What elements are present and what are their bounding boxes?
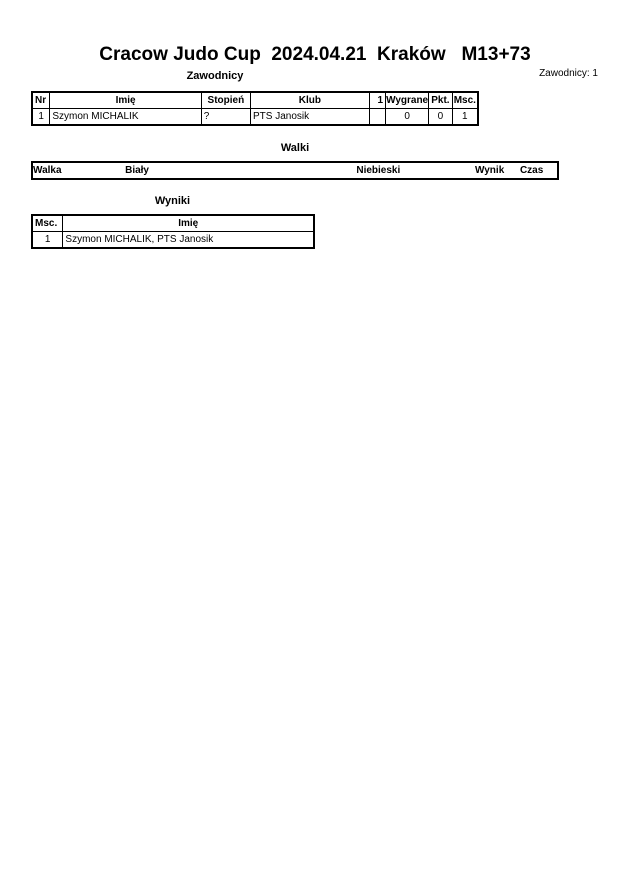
competitors-section-title: Zawodnicy: [186, 70, 244, 82]
fights-section-title: Walki: [280, 142, 310, 154]
competitor-round-1: [369, 109, 385, 126]
results-section-title: Wyniki: [154, 195, 191, 207]
col-place: Msc.: [452, 92, 478, 109]
competitors-table: [31, 91, 479, 126]
competitor-points: 0: [429, 109, 453, 126]
competitor-club: PTS Janosik: [250, 109, 369, 126]
competitor-place: 1: [452, 109, 478, 126]
competitor-count: Zawodnicy: 1: [539, 68, 598, 79]
results-table: [31, 214, 315, 249]
col-result-place: Msc.: [32, 215, 63, 232]
competitor-name: Szymon MICHALIK: [50, 109, 201, 126]
col-nr: Nr: [32, 92, 50, 109]
col-white: Biały: [125, 165, 149, 176]
competitors-header-row: [32, 92, 478, 109]
competitor-grade: ?: [201, 109, 250, 126]
fights-header-row: [32, 162, 558, 179]
col-wins: Wygrane: [386, 92, 429, 109]
col-fight: Walka: [33, 165, 62, 176]
fights-table: [31, 161, 559, 180]
competitor-nr: 1: [32, 109, 50, 126]
result-name: Szymon MICHALIK, PTS Janosik: [63, 232, 314, 249]
col-name: Imię: [50, 92, 201, 109]
col-club: Klub: [250, 92, 369, 109]
results-header-row: [32, 215, 314, 232]
col-result-name: Imię: [63, 215, 314, 232]
result-place: 1: [32, 232, 63, 249]
col-round-1: 1: [369, 92, 385, 109]
col-grade: Stopień: [201, 92, 250, 109]
competitor-wins: 0: [386, 109, 429, 126]
table-row: [32, 109, 478, 126]
page-title: Cracow Judo Cup 2024.04.21 Kraków M13+73: [99, 44, 531, 65]
table-row: [32, 232, 314, 249]
col-points: Pkt.: [429, 92, 453, 109]
col-blue: Niebieski: [356, 165, 401, 176]
col-time: Czas: [519, 165, 544, 176]
col-score: Wynik: [474, 165, 505, 176]
